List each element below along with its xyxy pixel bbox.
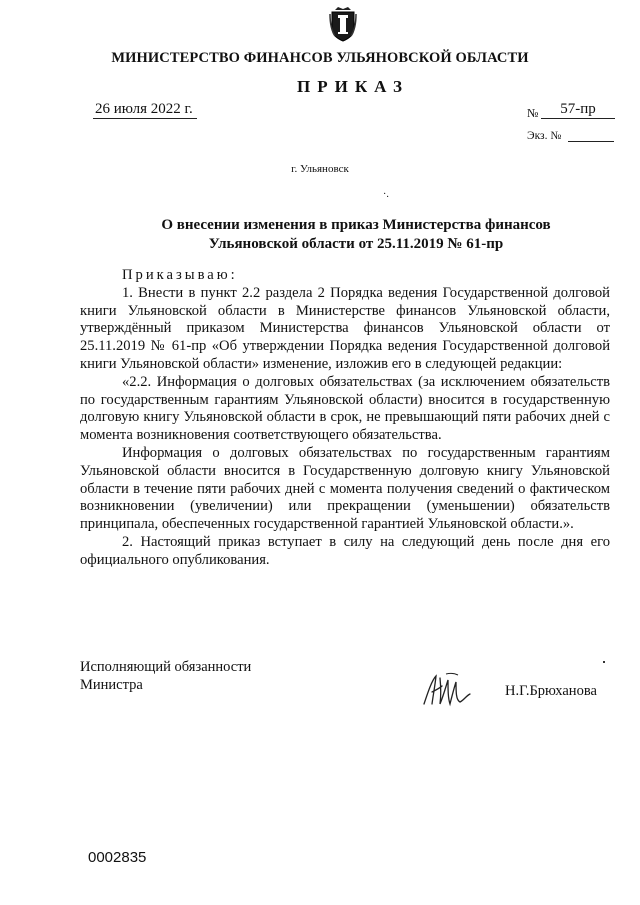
handwritten-signature-icon [420,670,476,710]
signer-name: Н.Г.Брюханова [505,683,597,699]
signer-position-line-1: Исполняющий обязанности [80,659,252,675]
city: г. Ульяновск [291,163,349,175]
paragraph-1: 1. Внести в пункт 2.2 раздела 2 Порядка ведения Государственной долговой книги Ульяновской области в Министерстве финансов Ульяновской области, утверждённый приказом Министерства финансов Ульяновской области от 25.11.2019 № 61-пр «Об утверждении Порядка ведения Государственной долговой книги Ульяновской области» изменение, изложив его в следующей редакции: [80,284,610,372]
order-number: 57-пр [541,101,615,119]
heading-line-1: О внесении изменения в приказ Министерства финансов [161,217,551,233]
copy-number-label: Экз. № [527,130,562,142]
order-word: Приказываю: [122,267,238,283]
ulyanovsk-coat-of-arms-icon [329,6,357,42]
signer-position-line-2: Министра [80,677,143,693]
order-heading [0,216,640,254]
copy-number-blank [568,141,614,142]
order-body [80,267,610,570]
paragraph-4: 2. Настоящий приказ вступает в силу на следующий день после дня его официального опубликования. [80,533,610,568]
stray-mark: ·. [383,189,389,200]
document-serial-number: 0002835 [88,849,147,866]
order-date: 26 июля 2022 г. [93,101,197,119]
signer-position [80,658,251,694]
paragraph-3: Информация о долговых обязательствах по государственным гарантиям Ульяновской области вносится в Государственную долговую книгу Ульяновской области в течение пяти рабочих дней с момента получения сведений о фактическом возникновении (увеличении) или прекращении (уменьшении) обязательств принципала, обеспеченных государственной гарантией Ульяновской области.». [80,444,610,533]
document-type-title: ПРИКАЗ [297,77,409,96]
paragraph-2: «2.2. Информация о долговых обязательствах (за исключением обязательств по государственным гарантиям Ульяновской области) вносится в государственную долговую книгу Ульяновской области в срок, не превышающий пяти рабочих дней с момента возникновения соответствующего обязательства. [80,373,610,444]
ministry-name: МИНИСТЕРСТВО ФИНАНСОВ УЛЬЯНОВСКОЙ ОБЛАСТИ [111,50,529,66]
heading-line-2: Ульяновской области от 25.11.2019 № 61-пр [208,236,504,252]
number-label: № [527,106,539,120]
stray-dot [603,661,605,663]
